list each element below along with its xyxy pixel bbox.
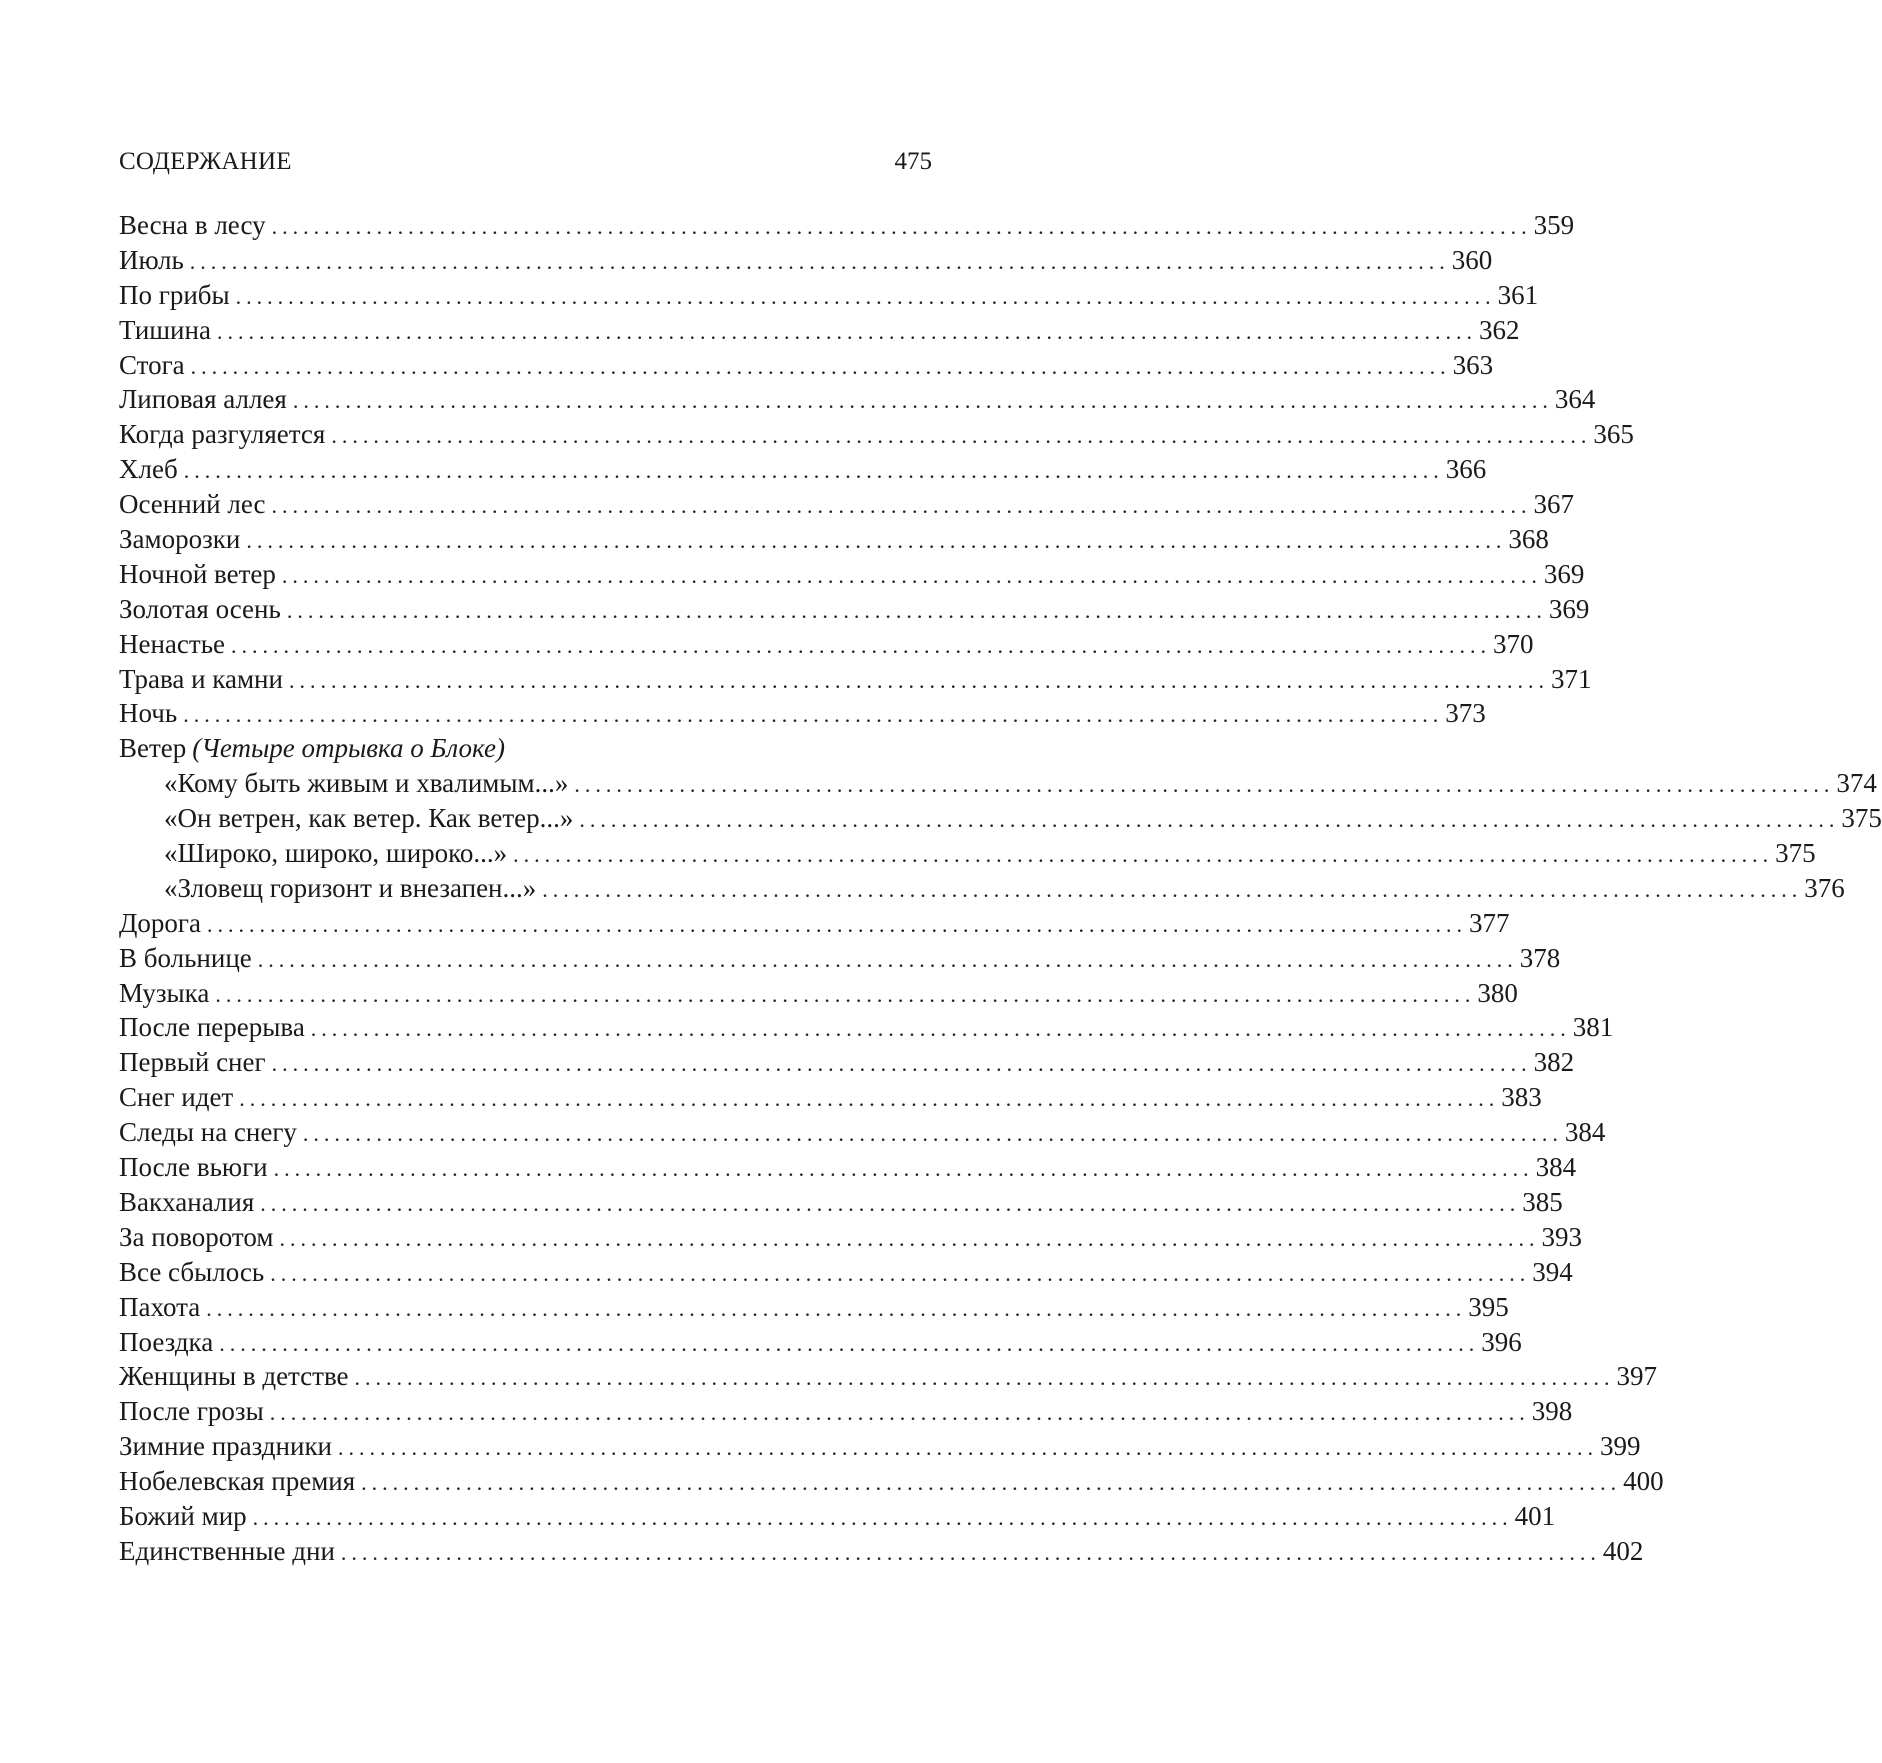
table-of-contents <box>119 208 1882 1569</box>
toc-entry-page: 364 <box>1554 384 1596 415</box>
toc-entry-page: 359 <box>1533 210 1575 240</box>
toc-entry <box>119 278 1539 313</box>
dot-leader: ........................................................................................................................ <box>219 1330 1480 1356</box>
toc-entry-page: 384 <box>1564 1117 1606 1148</box>
toc-entry-title: По грибы <box>119 279 230 310</box>
toc-entry <box>119 1185 1563 1220</box>
toc-entry-title: Стога <box>119 349 185 380</box>
toc-entry <box>119 592 1590 627</box>
toc-entry-title: Зимние праздники <box>119 1431 333 1462</box>
toc-entry-page: 366 <box>1445 454 1487 485</box>
toc-entry-page: 360 <box>1451 244 1493 275</box>
toc-entry-page: 395 <box>1468 1291 1509 1322</box>
toc-entry <box>119 1150 1577 1185</box>
toc-entry <box>119 696 1486 731</box>
toc-entry <box>119 348 1494 383</box>
toc-entry-title: Первый снег <box>119 1047 266 1078</box>
toc-entry-title: Заморозки <box>119 524 241 555</box>
toc-entry <box>119 941 1561 976</box>
toc-entry <box>119 382 1596 417</box>
toc-entry-title: Все сбылось <box>119 1256 265 1287</box>
toc-entry-title: Музыка <box>119 977 210 1008</box>
toc-entry-title: Трава и камни <box>119 663 283 694</box>
dot-leader: ........................................................................................................................ <box>239 1086 1500 1112</box>
toc-entry-title: Нобелевская премия <box>119 1466 356 1497</box>
toc-entry-title: Осенний лес <box>119 489 266 520</box>
dot-leader: ........................................................................................................................ <box>270 1260 1531 1286</box>
toc-entry-page: 381 <box>1572 1012 1614 1043</box>
toc-entry <box>119 1534 1644 1569</box>
dot-leader: ........................................................................................................................ <box>257 946 1518 972</box>
toc-entry-page: 369 <box>1543 558 1585 589</box>
dot-leader: ........................................................................................................................ <box>310 1016 1571 1042</box>
toc-entry-page: 378 <box>1519 942 1561 973</box>
page-title: СОДЕРЖАНИЕ <box>119 148 292 175</box>
toc-entry-page: 384 <box>1535 1152 1577 1183</box>
toc-entry-page: 397 <box>1616 1361 1658 1392</box>
toc-entry <box>119 243 1493 278</box>
toc-entry <box>119 522 1549 557</box>
toc-entry-page: 385 <box>1522 1186 1563 1217</box>
toc-entry-title: Июль <box>119 244 184 275</box>
dot-leader: ........................................................................................................................ <box>206 911 1467 937</box>
toc-entry-title: Липовая аллея <box>119 384 287 415</box>
toc-entry <box>119 662 1592 697</box>
toc-entry <box>119 452 1487 487</box>
toc-subentry <box>119 836 1816 871</box>
toc-entry <box>119 1290 1509 1325</box>
toc-entry-title: «Он ветрен, как ветер. Как ветер...» <box>164 803 574 834</box>
dot-leader: ........................................................................................................................ <box>260 1190 1521 1216</box>
dot-leader: ........................................................................................................................ <box>271 1051 1532 1077</box>
toc-entry-page: 383 <box>1501 1082 1542 1113</box>
toc-entry-page: 367 <box>1533 489 1574 520</box>
toc-entry-title: Хлеб <box>119 454 178 485</box>
toc-entry-title: Когда разгуляется <box>119 419 326 450</box>
dot-leader: ........................................................................................................................ <box>189 248 1450 274</box>
dot-leader: ........................................................................................................................ <box>574 772 1835 798</box>
toc-entry-page: 368 <box>1508 524 1549 555</box>
toc-entry-title: Дорога <box>119 907 201 938</box>
toc-entry-title: Единственные дни <box>119 1535 335 1566</box>
dot-leader: ........................................................................................................................ <box>331 423 1592 449</box>
dot-leader: ........................................................................................................................ <box>246 528 1507 554</box>
toc-entry-title: Тишина <box>119 314 211 345</box>
toc-entry-page: 382 <box>1533 1047 1575 1078</box>
dot-leader: ........................................................................................................................ <box>269 1400 1530 1426</box>
toc-entry <box>119 1464 1664 1499</box>
toc-entry-title: Ночной ветер <box>119 558 276 589</box>
dot-leader: ........................................................................................................................ <box>354 1365 1615 1391</box>
toc-entry-page: 380 <box>1477 977 1518 1008</box>
toc-entry-page: 370 <box>1493 628 1534 659</box>
toc-entry <box>119 976 1518 1011</box>
dot-leader: ........................................................................................................................ <box>281 562 1542 588</box>
toc-subentry <box>119 766 1877 801</box>
dot-leader: ........................................................................................................................ <box>271 214 1532 239</box>
dot-leader: ........................................................................................................................ <box>273 1156 1534 1182</box>
dot-leader: ........................................................................................................................ <box>183 702 1444 728</box>
toc-entry-title: Ветер <box>119 733 187 764</box>
toc-entry-page: 402 <box>1602 1535 1644 1566</box>
toc-entry-page: 394 <box>1532 1256 1573 1287</box>
toc-entry <box>119 208 1575 243</box>
dot-leader: ........................................................................................................................ <box>361 1470 1622 1496</box>
page-number: 475 <box>894 148 932 175</box>
toc-entry-page: 399 <box>1600 1431 1641 1462</box>
toc-entry-page: 398 <box>1531 1396 1573 1427</box>
toc-entry-title: Следы на снегу <box>119 1117 297 1148</box>
toc-entry-page: 396 <box>1481 1326 1522 1357</box>
dot-leader: ........................................................................................................................ <box>579 807 1840 833</box>
dot-leader: ........................................................................................................................ <box>513 842 1774 868</box>
dot-leader: ........................................................................................................................ <box>231 632 1491 658</box>
dot-leader: ........................................................................................................................ <box>338 1435 1599 1461</box>
toc-entry-page: 375 <box>1841 803 1882 834</box>
toc-entry-page: 363 <box>1452 349 1494 380</box>
toc-entry-title: «Кому быть живым и хвалимым...» <box>164 768 569 799</box>
toc-entry-page: 401 <box>1514 1500 1556 1531</box>
toc-entry-subtitle: (Четыре отрывка о Блоке) <box>192 733 505 764</box>
toc-entry-title: Снег идет <box>119 1082 234 1113</box>
toc-entry <box>119 1499 1556 1534</box>
toc-entry-title: Вакханалия <box>119 1186 255 1217</box>
toc-entry-page: 365 <box>1593 419 1634 450</box>
dot-leader: ........................................................................................................................ <box>235 283 1496 309</box>
toc-entry <box>119 1359 1658 1394</box>
toc-entry-page: 377 <box>1468 907 1510 938</box>
dot-leader: ........................................................................................................................ <box>216 318 1477 344</box>
toc-entry <box>119 557 1585 592</box>
dot-leader: ........................................................................................................................ <box>183 458 1444 484</box>
toc-entry <box>119 313 1520 348</box>
toc-section-heading <box>119 731 932 766</box>
dot-leader: ........................................................................................................................ <box>190 353 1451 379</box>
toc-entry <box>119 1045 1575 1080</box>
toc-subentry <box>119 871 1845 906</box>
toc-entry-title: Божий мир <box>119 1500 247 1531</box>
toc-entry-title: Ненастье <box>119 628 225 659</box>
toc-entry-page: 400 <box>1623 1466 1664 1497</box>
toc-entry <box>119 1080 1542 1115</box>
toc-entry <box>119 906 1510 941</box>
toc-entry-title: После вьюги <box>119 1152 268 1183</box>
toc-entry-title: После грозы <box>119 1396 264 1427</box>
toc-entry-title: Пахота <box>119 1291 201 1322</box>
toc-entry <box>119 417 1634 452</box>
toc-entry-page: 393 <box>1541 1221 1582 1252</box>
toc-entry <box>119 487 1574 522</box>
dot-leader: ........................................................................................................................ <box>271 493 1532 519</box>
toc-entry <box>119 1325 1522 1360</box>
toc-entry <box>119 1010 1614 1045</box>
dot-leader: ........................................................................................................................ <box>215 981 1476 1007</box>
toc-entry <box>119 1429 1641 1464</box>
toc-entry-page: 362 <box>1478 314 1520 345</box>
toc-entry-title: После перерыва <box>119 1012 305 1043</box>
dot-leader: ........................................................................................................................ <box>542 876 1803 902</box>
dot-leader: ........................................................................................................................ <box>292 388 1553 414</box>
toc-entry <box>119 1394 1573 1429</box>
toc-entry-title: В больнице <box>119 942 252 973</box>
toc-entry-page: 361 <box>1497 279 1539 310</box>
toc-entry-title: «Зловещ горизонт и внезапен...» <box>164 872 537 903</box>
toc-entry-title: Поездка <box>119 1326 214 1357</box>
toc-entry-title: За поворотом <box>119 1221 274 1252</box>
toc-entry-page: 376 <box>1804 872 1845 903</box>
toc-entry <box>119 1115 1606 1150</box>
dot-leader: ........................................................................................................................ <box>288 667 1549 693</box>
toc-entry <box>119 627 1534 662</box>
toc-subentry <box>119 801 1882 836</box>
toc-entry <box>119 1255 1573 1290</box>
toc-entry-title: Ночь <box>119 698 178 729</box>
toc-entry-page: 371 <box>1550 663 1592 694</box>
dot-leader: ........................................................................................................................ <box>206 1295 1467 1321</box>
toc-entry-page: 373 <box>1445 698 1486 729</box>
dot-leader: ........................................................................................................................ <box>302 1121 1563 1147</box>
toc-entry-page: 375 <box>1775 838 1816 869</box>
dot-leader: ........................................................................................................................ <box>286 597 1547 623</box>
dot-leader: ........................................................................................................................ <box>252 1504 1513 1530</box>
toc-entry-title: «Широко, широко, широко...» <box>164 838 508 869</box>
dot-leader: ........................................................................................................................ <box>340 1539 1601 1565</box>
dot-leader: ........................................................................................................................ <box>279 1225 1540 1251</box>
toc-entry-page: 369 <box>1548 593 1590 624</box>
toc-entry-page: 374 <box>1836 768 1877 799</box>
toc-entry <box>119 1220 1582 1255</box>
toc-entry-title: Золотая осень <box>119 593 281 624</box>
toc-entry-title: Весна в лесу <box>119 210 266 240</box>
toc-entry-title: Женщины в детстве <box>119 1361 349 1392</box>
